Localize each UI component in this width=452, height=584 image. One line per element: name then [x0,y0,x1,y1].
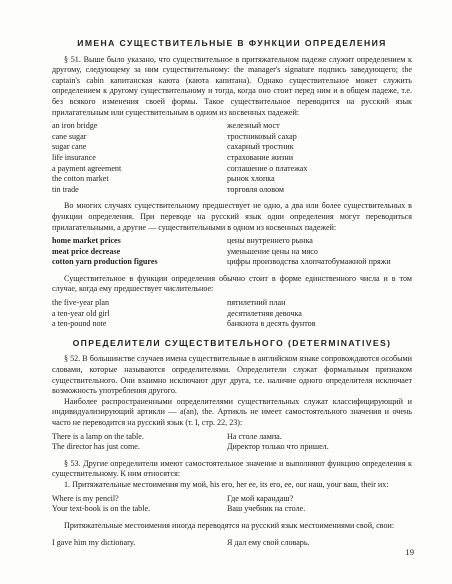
example-ru: цифры производства хлопчатобумажной пряжи [227,257,391,267]
example-ru: сахарный тростник [227,142,294,152]
example-ru: цены внутреннего рынка [227,236,313,246]
page-number: 19 [405,547,414,557]
example-en: life insurance [52,152,96,162]
example-ru: Где мой карандаш? [227,493,294,503]
example-en: There is a lamp on the table. [52,431,144,441]
example-en: cotton yarn production figures [52,257,158,267]
example-en: cane sugar [52,131,87,141]
example-en: tin trade [52,184,79,194]
example-ru: уменьшение цены на мясо [227,246,318,256]
paragraph-51-text: § 51. Выше было указано, что существительное в притяжательном падеже служит определением к другому, следующему за ним существительному: the manager's signature подпись заведующего; the captain's cabin капитанская каюта (каюта капитана). Однако существительное может служить определением к другому существительному и тогда, когда оно стоит перед ним и в общем падеже, т.е. без всякого изменения своей формы. Такое существительное переводится на русский язык прилагательным или существительным в одном из косвенных падежей: [52,54,412,117]
example-ru: банкнота в десять фунтов [227,319,316,329]
example-en: the five-year plan [52,298,110,308]
example-ru: тростниковый сахар [227,131,297,141]
example-ru: На столе лампа. [227,431,282,441]
example-table-3 [52,298,412,330]
example-ru: десятилетняя девочка [227,308,302,318]
paragraph-52: § 52. В большинстве случаев имена существительные в английском языке сопровождаются особыми словами, которые называются определителями. Определители служат формальным признаком существительного. Они взаимно исключают друг друга, т.е. наличие одного определителя исключает возможность употребления другого. [52,354,412,396]
example-en: home market prices [52,236,121,246]
example-ru: Ваш учебник на столе. [227,504,306,514]
example-ru: железный мост [227,121,280,131]
example-ru: торговля оловом [227,184,284,194]
example-table-1 [52,121,412,195]
example-ru: рынок хлопка [227,174,275,184]
section-title: ОПРЕДЕЛИТЕЛИ СУЩЕСТВИТЕЛЬНОГО (DETERMINATIVES) [72,337,392,348]
example-table-2 [52,236,412,268]
paragraph-articles: Наиболее распространенными определителями существительных служат классифицирующий и индивидуализирующий артикли — a(an), the. Артикль не имеет самостоятельного значения и очень часто не переводится на русский язык (т. I, стр. 22, 23): [52,396,412,427]
example-ru: соглашение о платежах [227,163,308,173]
example-ru: Я дал ему свой словарь. [227,538,310,548]
example-table-5 [52,494,412,515]
paragraph-51 [52,55,412,119]
example-ru: Директор только что пришел. [227,442,329,452]
paragraph-multiple-modifiers: Во многих случаях существительному предшествует не одно, а два или более существительных в функции определения. При переводе на русский язык одни определения могут переводиться прилагательными, а другие — существительными в одном из косвенных падежей: [52,201,412,232]
example-en: a ten-year old girl [52,308,110,318]
example-en: meat price decrease [52,246,121,256]
example-en: The director has just come. [52,442,140,452]
example-table-4 [52,432,412,453]
paragraph-possessive-pronouns: 1. Притяжательные местоимения my мой, his его, her ее, its его, ее, our наш, your ваш, their их: [64,479,389,489]
example-ru: пятилетний план [227,298,286,308]
example-en: I gave him my dictionary. [52,538,136,548]
section-title: ИМЕНА СУЩЕСТВИТЕЛЬНЫЕ В ФУНКЦИИ ОПРЕДЕЛЕНИЯ [77,38,387,48]
paragraph-reflexive-possessive: Притяжательные местоимения иногда переводятся на русский язык местоимениями свой, свои: [64,520,395,530]
example-en: a payment agreement [52,163,122,173]
example-en: Where is my pencil? [52,493,119,503]
paragraph-singular-form: Существительное в функции определения обычно стоит в форме единственного числа и в том случае, когда ему предшествует числительное: [52,273,412,294]
example-table-6 [52,538,412,549]
example-ru: страхование жизни [227,152,294,162]
example-en: sugar cane [52,142,87,152]
example-en: a ten-pound note [52,319,107,329]
example-en: an iron bridge [52,121,98,131]
example-en: Your text-book is on the table. [52,504,151,514]
example-en: the cotton market [52,174,109,184]
paragraph-53: § 53. Другие определители имеют самостоятельное значение и выполняют функцию определения к существительному. К ним относятся: [52,458,412,479]
